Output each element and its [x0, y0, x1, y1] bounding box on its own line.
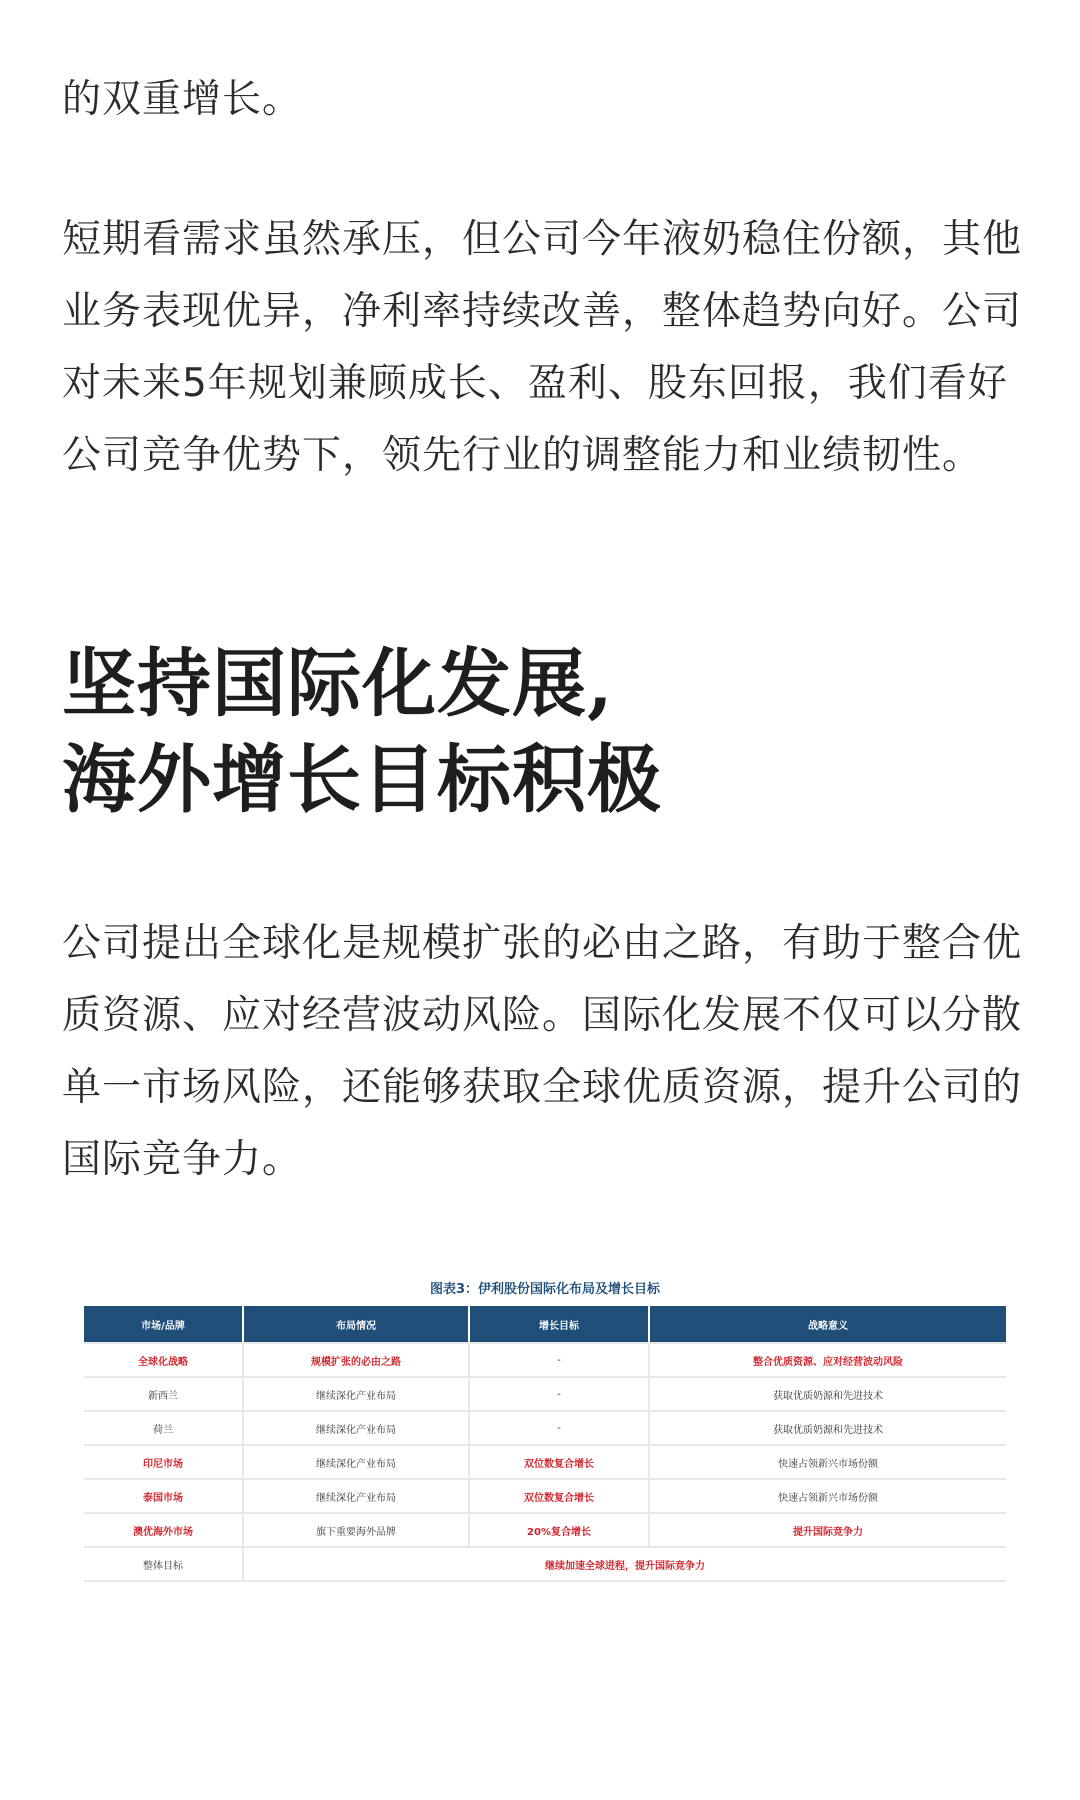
cell-market: 新西兰 [84, 1377, 243, 1411]
cell-meaning: 获取优质奶源和先进技术 [649, 1411, 1006, 1445]
cell-target: - [469, 1411, 649, 1445]
cell-overall-label: 整体目标 [84, 1547, 243, 1581]
cell-layout: 继续深化产业布局 [243, 1445, 469, 1479]
table-row [84, 1343, 1006, 1377]
cell-layout: 继续深化产业布局 [243, 1411, 469, 1445]
international-layout-table [84, 1306, 1006, 1582]
table-row [84, 1479, 1006, 1513]
cell-layout: 旗下重要海外品牌 [243, 1513, 469, 1547]
section-heading [62, 636, 1022, 828]
cell-meaning: 整合优质资源、应对经营波动风险 [649, 1343, 1006, 1377]
cell-market: 荷兰 [84, 1411, 243, 1445]
cell-layout: 继续深化产业布局 [243, 1479, 469, 1513]
cell-layout: 规模扩张的必由之路 [243, 1343, 469, 1377]
heading-line-1: 坚持国际化发展, [62, 641, 614, 727]
cell-overall-value: 继续加速全球进程，提升国际竞争力 [243, 1547, 1006, 1581]
cell-market: 印尼市场 [84, 1445, 243, 1479]
cell-meaning: 快速占领新兴市场份额 [649, 1479, 1006, 1513]
cell-meaning: 获取优质奶源和先进技术 [649, 1377, 1006, 1411]
heading-line-2: 海外增长目标积极 [62, 737, 662, 823]
paragraph-2: 短期看需求虽然承压，但公司今年液奶稳住份额，其他业务表现优异，净利率持续改善，整体趋势向好。公司对未来5年规划兼顾成长、盈利、股东回报，我们看好公司竞争优势下，领先行业的调整能力和业绩韧性。 [62, 217, 1023, 478]
header-meaning: 战略意义 [649, 1306, 1006, 1343]
cell-layout: 继续深化产业布局 [243, 1377, 469, 1411]
cell-market: 泰国市场 [84, 1479, 243, 1513]
header-layout: 布局情况 [243, 1306, 469, 1343]
paragraph-1: 的双重增长。 [62, 77, 303, 122]
cell-target: - [469, 1377, 649, 1411]
figure-table-3 [84, 1278, 1006, 1582]
table-row [84, 1377, 1006, 1411]
cell-meaning: 快速占领新兴市场份额 [649, 1445, 1006, 1479]
table-row [84, 1411, 1006, 1445]
cell-market: 澳优海外市场 [84, 1513, 243, 1547]
cell-target: 双位数复合增长 [469, 1445, 649, 1479]
header-market: 市场/品牌 [84, 1306, 243, 1343]
cell-market: 全球化战略 [84, 1343, 243, 1377]
table-row [84, 1445, 1006, 1479]
cell-target: 双位数复合增长 [469, 1479, 649, 1513]
cell-meaning: 提升国际竞争力 [649, 1513, 1006, 1547]
table-row-overall [84, 1547, 1006, 1581]
table-row [84, 1513, 1006, 1547]
header-target: 增长目标 [469, 1306, 649, 1343]
paragraph-3: 公司提出全球化是规模扩张的必由之路，有助于整合优质资源、应对经营波动风险。国际化发展不仅可以分散单一市场风险，还能够获取全球优质资源，提升公司的国际竞争力。 [62, 921, 1023, 1182]
cell-target: 20%复合增长 [469, 1513, 649, 1547]
cell-target: - [469, 1343, 649, 1377]
table-header-row [84, 1306, 1006, 1343]
figure-title: 图表3：伊利股份国际化布局及增长目标 [429, 1282, 661, 1297]
